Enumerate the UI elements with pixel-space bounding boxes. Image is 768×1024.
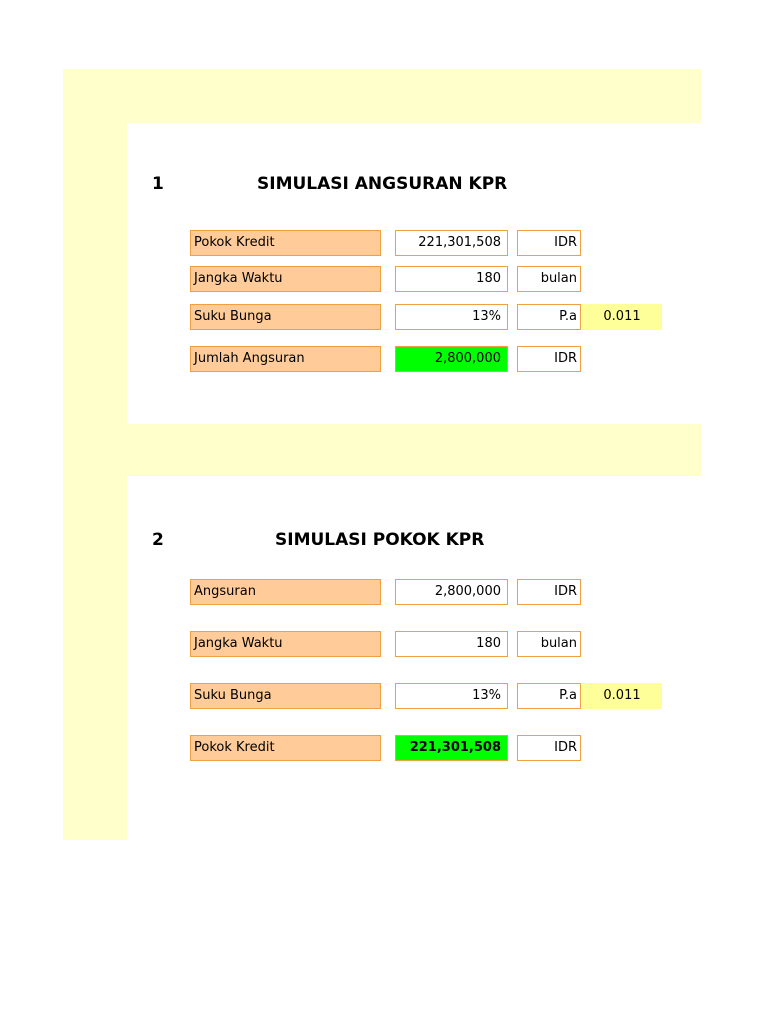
middle-band	[63, 424, 701, 476]
s1-jangka-waktu-label: Jangka Waktu	[190, 266, 381, 292]
s2-pokok-kredit-label: Pokok Kredit	[190, 735, 381, 761]
top-band	[63, 69, 701, 123]
s1-pokok-kredit-label: Pokok Kredit	[190, 230, 381, 256]
s2-pokok-kredit-result[interactable]: 221,301,508	[395, 735, 508, 761]
s1-suku-bunga-unit: P.a	[517, 304, 581, 330]
section-2-number: 2	[152, 530, 164, 550]
s1-pokok-kredit-value[interactable]: 221,301,508	[395, 230, 508, 256]
section-2-title: SIMULASI POKOK KPR	[275, 530, 485, 550]
s2-suku-bunga-value[interactable]: 13%	[395, 683, 508, 709]
s2-suku-bunga-label: Suku Bunga	[190, 683, 381, 709]
s2-angsuran-label: Angsuran	[190, 579, 381, 605]
s2-pokok-kredit-unit: IDR	[517, 735, 581, 761]
s1-jangka-waktu-unit: bulan	[517, 266, 581, 292]
section-1-title: SIMULASI ANGSURAN KPR	[257, 174, 508, 194]
section-1-number: 1	[152, 174, 164, 194]
s1-pokok-kredit-unit: IDR	[517, 230, 581, 256]
s2-angsuran-unit: IDR	[517, 579, 581, 605]
s1-jumlah-angsuran-label: Jumlah Angsuran	[190, 346, 381, 372]
s1-jangka-waktu-value[interactable]: 180	[395, 266, 508, 292]
s2-suku-bunga-unit: P.a	[517, 683, 581, 709]
s1-suku-bunga-value[interactable]: 13%	[395, 304, 508, 330]
s2-jangka-waktu-unit: bulan	[517, 631, 581, 657]
s1-monthly-rate: 0.011	[582, 304, 662, 330]
s1-suku-bunga-label: Suku Bunga	[190, 304, 381, 330]
s1-jumlah-angsuran-unit: IDR	[517, 346, 581, 372]
s1-jumlah-angsuran-result[interactable]: 2,800,000	[395, 346, 508, 372]
s2-jangka-waktu-value[interactable]: 180	[395, 631, 508, 657]
s2-monthly-rate: 0.011	[582, 683, 662, 709]
s2-angsuran-value[interactable]: 2,800,000	[395, 579, 508, 605]
s2-jangka-waktu-label: Jangka Waktu	[190, 631, 381, 657]
